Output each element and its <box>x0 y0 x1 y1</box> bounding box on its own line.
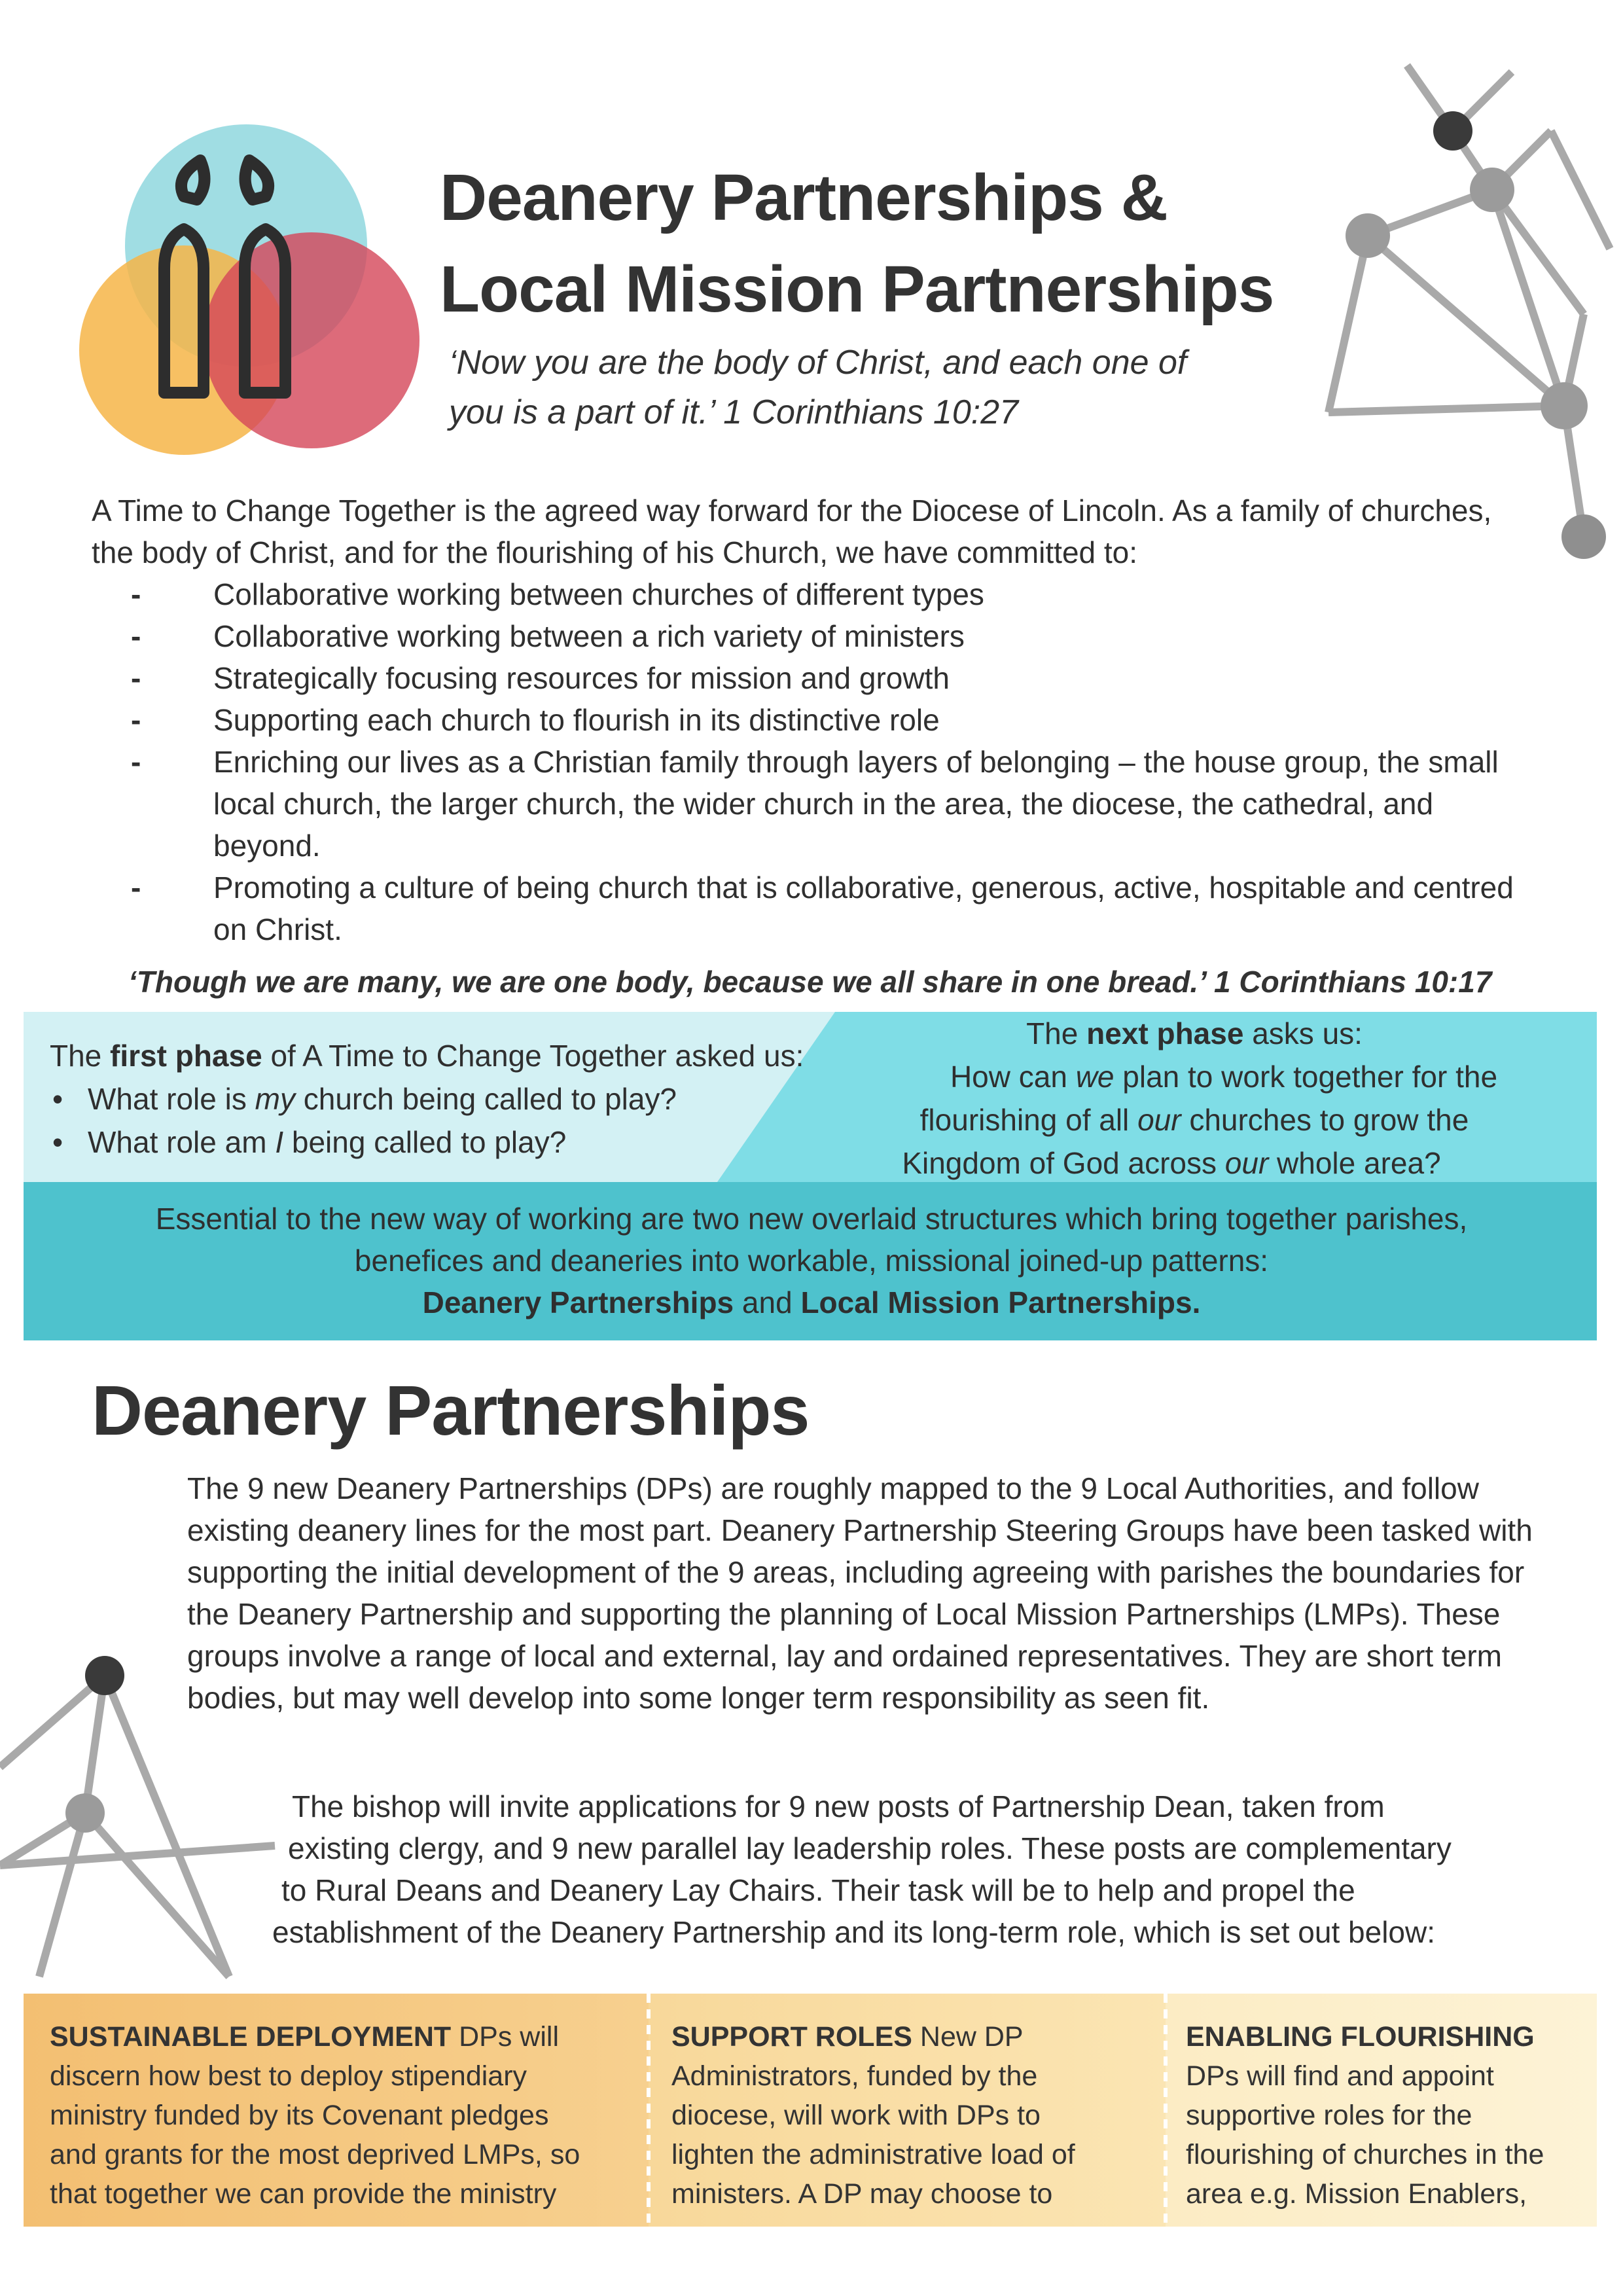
first-phase: The first phase of A Time to Change Together asked us: • What role is my church being called to play? • What role am I being called to play? <box>50 1034 804 1164</box>
next-phase-label: next phase <box>1086 1016 1244 1050</box>
list-item: • What role is my church being called to play? <box>50 1077 804 1121</box>
list-item: - Enriching our lives as a Christian family through layers of belonging – the house group, the small local church, the larger church, the wider church in the area, the diocese, the cathedral, and beyond. <box>131 741 1538 867</box>
list-item: • What role am I being called to play? <box>50 1121 804 1164</box>
list-item: - Collaborative working between churches of different types <box>131 573 1538 615</box>
page-title <box>440 152 1274 335</box>
list-item: - Supporting each church to flourish in its distinctive role <box>131 699 1538 741</box>
header-quote-line-2: you is a part of it.’ 1 Corinthians 10:27 <box>449 393 1019 431</box>
section-heading: Deanery Partnerships <box>92 1371 810 1450</box>
box-enabling-flourishing: ENABLING FLOURISHING DPs will find and appoint supportive roles for the flourishing of churches in the area e.g. Mission Enablers, <box>1186 2021 1544 2210</box>
list-item: - Collaborative working between a rich variety of ministers <box>131 615 1538 657</box>
header-quote-line-1: ‘Now you are the body of Christ, and each one of <box>449 344 1187 382</box>
box-heading: ENABLING FLOURISHING <box>1186 2021 1535 2053</box>
box-support-roles: SUPPORT ROLES New DP Administrators, funded by the diocese, will work with DPs to lighten the administrative load of ministers. A DP may choose to <box>671 2021 1075 2210</box>
header-quote <box>449 338 1186 437</box>
list-item: - Promoting a culture of being church that is collaborative, generous, active, hospitable and centred on Christ. <box>131 867 1538 950</box>
corinthians-quote: ‘Though we are many, we are one body, because we all share in one bread.’ 1 Corinthians 10:17 <box>128 965 1492 999</box>
diocese-logo <box>76 124 442 465</box>
essential-note: Essential to the new way of working are two new overlaid structures which bring together parishes, benefices and deaneries into workable, missional joined-up patterns: Deanery Partnerships and Local Mission Partnerships. <box>155 1202 1468 1319</box>
box-heading: SUSTAINABLE DEPLOYMENT <box>50 2021 452 2053</box>
commitments-list <box>131 573 1538 950</box>
intro-paragraph: A Time to Change Together is the agreed way forward for the Diocese of Lincoln. As a family of churches, the body of Christ, and for the flourishing of his Church, we have committed to: <box>92 493 1492 569</box>
title-line-2: Local Mission Partnerships <box>440 253 1274 326</box>
list-item: - Strategically focusing resources for mission and growth <box>131 657 1538 699</box>
box-heading: SUPPORT ROLES <box>671 2021 912 2053</box>
box-sustainable-deployment: SUSTAINABLE DEPLOYMENT DPs will discern how best to deploy stipendiary ministry funded by its Covenant pledges and grants for the most deprived LMPs, so that together we can provide the ministry <box>50 2021 580 2210</box>
deanery-paragraph-2: The bishop will invite applications for 9 new posts of Partnership Dean, taken from existing clergy, and 9 new parallel lay leadership roles. These posts are complementary to Rural Deans and Deanery Lay Chairs. Their task will be to help and propel the establishment of the Deanery Partnership and its long-term role, which is set out below: <box>272 1789 1452 1949</box>
next-phase: The next phase asks us: How can we plan to work together for the flourishing of all our churches to grow the Kingdom of God across our whole area? <box>902 1016 1498 1180</box>
deanery-paragraph-1: The 9 new Deanery Partnerships (DPs) are roughly mapped to the 9 Local Authorities, and follow existing deanery lines for the most part. Deanery Partnership Steering Groups have been tasked with supporting the initial development of the 9 areas, including agreeing with parishes the boundaries for the Deanery Partnership and supporting the planning of Local Mission Partnerships (LMPs). These groups involve a range of local and external, lay and ordained representatives. They are short term bodies, but may well develop into some longer term responsibility as seen fit. <box>187 1471 1533 1715</box>
deanery-partnerships-term: Deanery Partnerships <box>422 1285 734 1319</box>
local-mission-partnerships-term: Local Mission Partnerships. <box>800 1285 1201 1319</box>
title-line-1: Deanery Partnerships & <box>440 161 1168 234</box>
first-phase-label: first phase <box>110 1039 262 1073</box>
